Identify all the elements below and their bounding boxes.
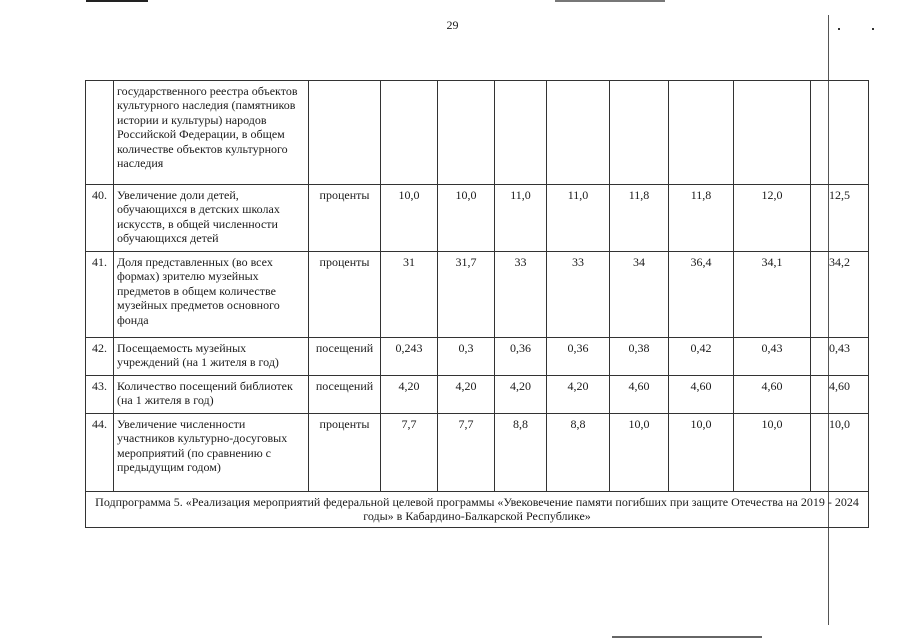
indicator-name-cell: государственного реестра объектов культурного наследия (памятников истории и культуры) народов Российской Федерации, в общем количестве объектов культурного наследия [114,81,309,185]
row-number-cell: 43. [86,376,114,414]
table-row [86,252,869,338]
value-cell: 31 [381,252,438,338]
value-cell [547,81,610,185]
value-cell [811,81,869,185]
unit-cell: проценты [309,414,381,492]
value-cell: 10,0 [610,414,669,492]
row-number-cell [86,81,114,185]
row-number-cell: 42. [86,338,114,376]
value-cell: 4,20 [438,376,495,414]
value-cell: 0,36 [495,338,547,376]
subprogram-title: Подпрограмма 5. «Реализация мероприятий федеральной целевой программы «Увековечение памяти погибших при защите Отечества на 2019 - 2024 годы» в Кабардино-Балкарской Республике» [86,492,869,528]
value-cell: 34,1 [734,252,811,338]
value-cell: 34 [610,252,669,338]
unit-cell: проценты [309,185,381,252]
value-cell: 0,36 [547,338,610,376]
value-cell [495,81,547,185]
value-cell [669,81,734,185]
value-cell: 10,0 [734,414,811,492]
value-cell: 11,8 [669,185,734,252]
value-cell: 11,8 [610,185,669,252]
unit-cell: посещений [309,338,381,376]
value-cell: 4,60 [811,376,869,414]
value-cell: 8,8 [547,414,610,492]
value-cell: 10,0 [381,185,438,252]
unit-cell: проценты [309,252,381,338]
value-cell: 0,42 [669,338,734,376]
value-cell: 0,38 [610,338,669,376]
value-cell: 4,20 [547,376,610,414]
scan-artifact-top-right [555,0,665,2]
value-cell: 10,0 [438,185,495,252]
scan-artifact-bottom [612,636,762,638]
value-cell: 4,60 [610,376,669,414]
indicator-name-cell: Посещаемость музейных учреждений (на 1 жителя в год) [114,338,309,376]
value-cell: 11,0 [547,185,610,252]
table-row [86,185,869,252]
value-cell: 8,8 [495,414,547,492]
unit-cell: посещений [309,376,381,414]
value-cell: 0,43 [811,338,869,376]
indicator-name-cell: Увеличение доли детей, обучающихся в детских школах искусств, в общей численности обучающихся детей [114,185,309,252]
value-cell: 7,7 [381,414,438,492]
indicator-name-cell: Увеличение численности участников культурно-досуговых мероприятий (по сравнению с предыдущим годом) [114,414,309,492]
value-cell: 0,243 [381,338,438,376]
value-cell: 4,60 [669,376,734,414]
subprogram-row [86,492,869,528]
table-row [86,414,869,492]
value-cell [610,81,669,185]
indicator-name-cell: Количество посещений библиотек (на 1 жителя в год) [114,376,309,414]
value-cell: 7,7 [438,414,495,492]
row-number-cell: 41. [86,252,114,338]
value-cell: 11,0 [495,185,547,252]
unit-cell [309,81,381,185]
value-cell: 33 [547,252,610,338]
table-row-continuation [86,81,869,185]
value-cell [381,81,438,185]
value-cell: 12,0 [734,185,811,252]
value-cell: 0,3 [438,338,495,376]
value-cell: 34,2 [811,252,869,338]
value-cell: 10,0 [669,414,734,492]
value-cell [734,81,811,185]
value-cell: 4,20 [381,376,438,414]
value-cell: 31,7 [438,252,495,338]
value-cell: 10,0 [811,414,869,492]
value-cell [438,81,495,185]
indicator-name-cell: Доля представленных (во всех формах) зрителю музейных предметов в общем количестве музейных предметов основного фонда [114,252,309,338]
table-row [86,376,869,414]
value-cell: 33 [495,252,547,338]
value-cell: 0,43 [734,338,811,376]
scan-artifact-top-left [86,0,148,2]
indicators-table [85,80,869,528]
page-number: 29 [446,18,459,32]
value-cell: 4,60 [734,376,811,414]
row-number-cell: 44. [86,414,114,492]
value-cell: 12,5 [811,185,869,252]
value-cell: 36,4 [669,252,734,338]
row-number-cell: 40. [86,185,114,252]
value-cell: 4,20 [495,376,547,414]
table-row [86,338,869,376]
